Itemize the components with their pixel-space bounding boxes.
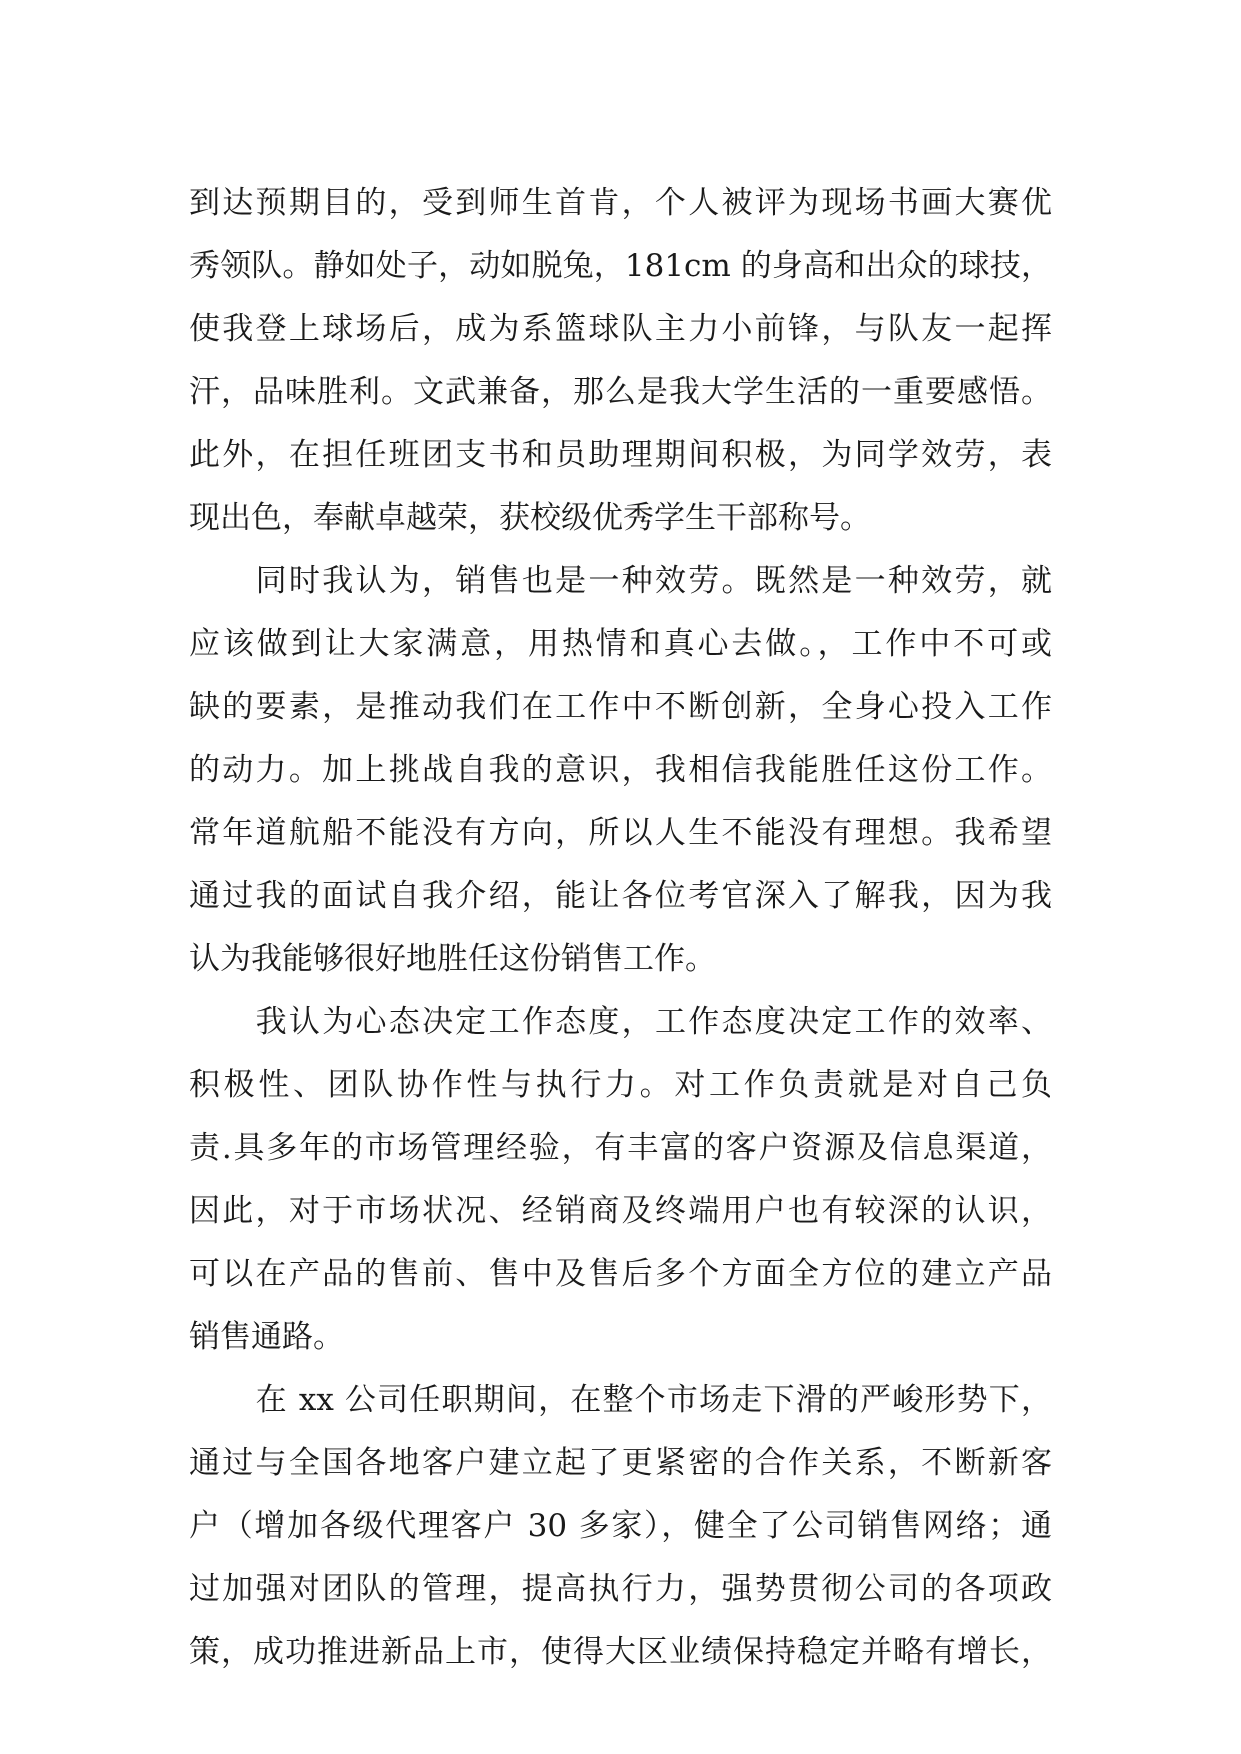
- text-line: 常年道航船不能没有方向，所以人生不能没有理想。我希望: [189, 815, 1052, 851]
- text-line: 缺的要素，是推动我们在工作中不断创新，全身心投入工作: [189, 689, 1052, 725]
- text-line: 销售通路。: [189, 1319, 344, 1355]
- text-line: 可以在产品的售前、售中及售后多个方面全方位的建立产品: [189, 1256, 1052, 1292]
- text-line: 责.具多年的市场管理经验，有丰富的客户资源及信息渠道，: [189, 1130, 1052, 1166]
- text-line: 秀领队。静如处子，动如脱兔，181cm 的身高和出众的球技，: [189, 248, 1052, 284]
- text-line: 我认为心态决定工作态度，工作态度决定工作的效率、: [255, 1004, 1052, 1040]
- text-line: 使我登上球场后，成为系篮球队主力小前锋，与队友一起挥: [189, 311, 1052, 347]
- text-line: 现出色，奉献卓越荣，获校级优秀学生干部称号。: [189, 500, 871, 536]
- paragraph: [189, 991, 1052, 1369]
- text-line: 应该做到让大家满意，用热情和真心去做。，工作中不可或: [189, 626, 1052, 662]
- text-line: 户（增加各级代理客户 30 多家），健全了公司销售网络；通: [189, 1508, 1052, 1544]
- text-line: 的动力。加上挑战自我的意识，我相信我能胜任这份工作。: [189, 752, 1052, 788]
- text-line: 过加强对团队的管理，提高执行力，强势贯彻公司的各项政: [189, 1571, 1052, 1607]
- document-body: [189, 172, 1052, 1684]
- text-line: 认为我能够很好地胜任这份销售工作。: [189, 941, 716, 977]
- text-line: 积极性、团队协作性与执行力。对工作负责就是对自己负: [189, 1067, 1052, 1103]
- text-line: 因此，对于市场状况、经销商及终端用户也有较深的认识，: [189, 1193, 1052, 1229]
- paragraph: [189, 1369, 1052, 1684]
- text-line: 汗，品味胜利。文武兼备，那么是我大学生活的一重要感悟。: [189, 374, 1052, 410]
- text-line: 在 xx 公司任职期间，在整个市场走下滑的严峻形势下，: [255, 1382, 1052, 1418]
- paragraph: [189, 550, 1052, 991]
- paragraph: [189, 172, 1052, 550]
- text-line: 通过与全国各地客户建立起了更紧密的合作关系，不断新客: [189, 1445, 1052, 1481]
- text-line: 同时我认为，销售也是一种效劳。既然是一种效劳，就: [255, 563, 1052, 599]
- text-line: 到达预期目的，受到师生首肯，个人被评为现场书画大赛优: [189, 185, 1052, 221]
- text-line: 此外，在担任班团支书和员助理期间积极，为同学效劳，表: [189, 437, 1052, 473]
- text-line: 策，成功推进新品上市，使得大区业绩保持稳定并略有增长，: [189, 1634, 1052, 1670]
- text-line: 通过我的面试自我介绍，能让各位考官深入了解我，因为我: [189, 878, 1052, 914]
